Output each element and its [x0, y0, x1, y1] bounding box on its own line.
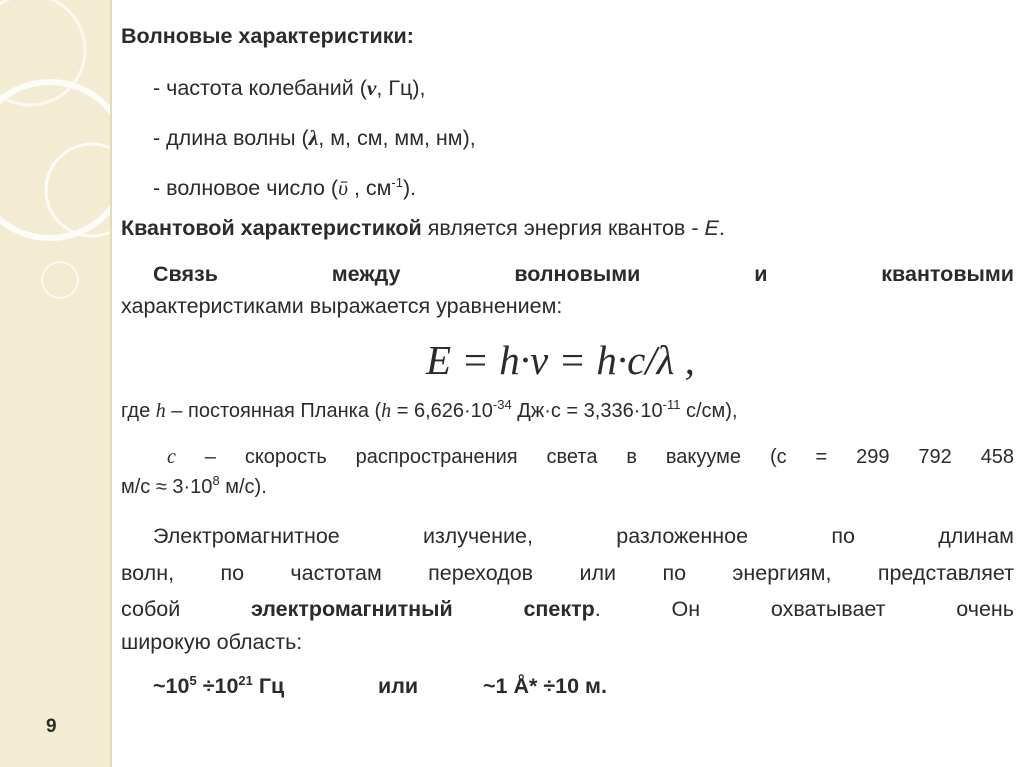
spectrum-bold-term: электромагнитный спектр [250, 597, 595, 621]
wave-item-wavelength: - длина волны (λ, м, см, мм, нм), [153, 126, 476, 150]
spectrum-line-3: собой электромагнитный спектр. Он охватывает очень [121, 597, 1014, 621]
spectrum-line-4: широкую область: [121, 630, 303, 654]
wave-item-frequency: - частота колебаний (ν, Гц), [153, 76, 426, 100]
relation-line-2: характеристиками выражается уравнением: [121, 294, 563, 318]
frequency-range: $\sim 10^5 \div 10^{21}$ Гц [153, 673, 285, 698]
planck-constant-line: где h – постоянная Планка ($h = 6,626\cdot 10^{-34}$ $Дж\cdot с = 3,336\cdot 10^{-11}$ с/см), [121, 397, 738, 422]
spectrum-line-1: Электромагнитное излучение, разложенное по длинам [153, 524, 1014, 548]
decorative-circles [0, 0, 110, 767]
heading: Волновые характеристики: [121, 24, 414, 48]
range-or: или [378, 674, 419, 698]
wave-item-wavenumber: - волновое число (ῡ , $см^{-1}$). [153, 175, 417, 200]
sidebar-divider [110, 0, 112, 767]
lambda-symbol: λ [308, 126, 319, 150]
wavenumber-symbol: ῡ [338, 176, 348, 200]
wavelength-range: ~1 Å* ÷10 м. [483, 674, 607, 698]
decorative-sidebar [0, 0, 110, 767]
light-speed-line-1: c – скорость распространения света в вакууме (c = 299 792 458 [167, 446, 1015, 468]
energy-formula: E = h·ν = h·c/λ , [426, 337, 695, 383]
page-number: 9 [46, 716, 57, 737]
slide-content [121, 0, 1016, 767]
spectrum-line-2: волн, по частотам переходов или по энергиям, представляет [121, 561, 1014, 585]
light-speed-line-2: $м/с \approx 3\cdot 10^8$ м/с). [121, 473, 267, 498]
quantum-bold-term: Квантовой характеристикой [121, 216, 422, 240]
relation-line-1: Связь между волновыми и квантовыми [153, 262, 1015, 286]
nu-symbol: ν [366, 76, 377, 100]
quantum-statement: Квантовой характеристикой является энергия квантов - Е. [121, 216, 725, 240]
